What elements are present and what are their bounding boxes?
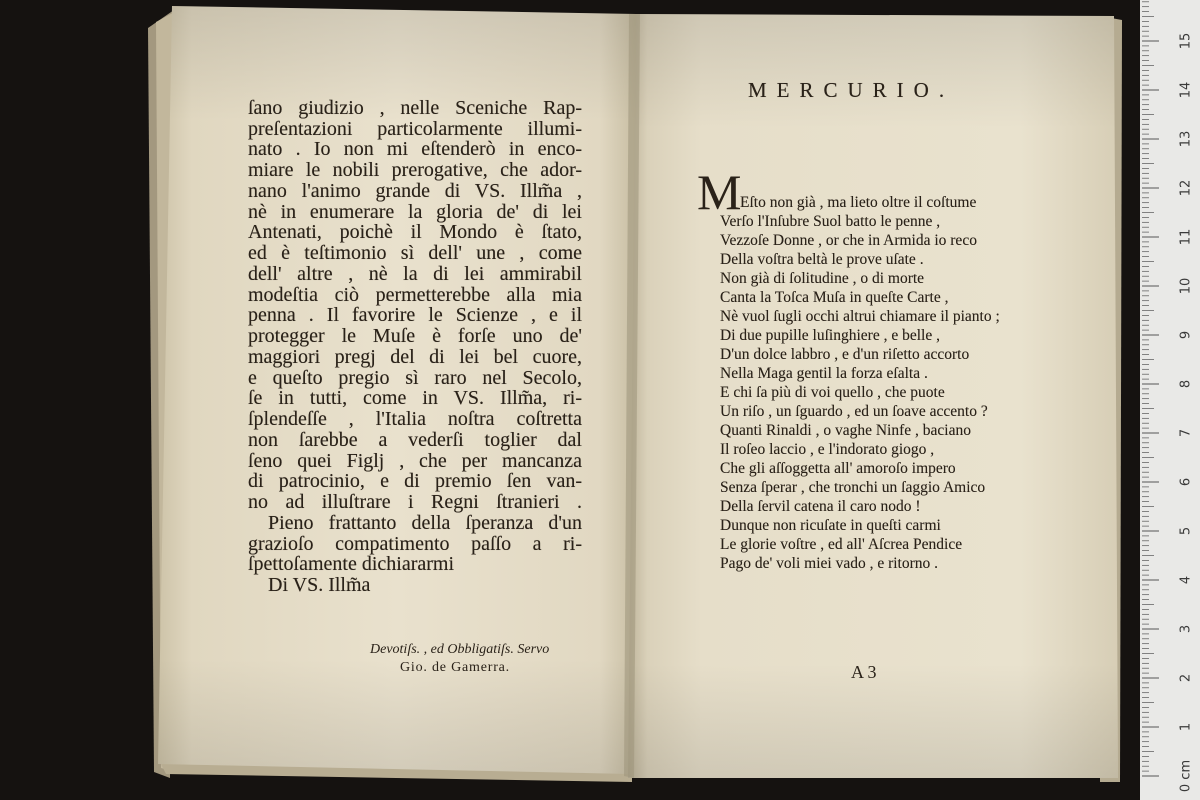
left-text-line: ſano giudizio , nelle Sceniche Rap- bbox=[248, 97, 582, 119]
left-text-line: ed è teſtimonio sì dell' une , come bbox=[248, 242, 582, 265]
ruler-label: 6 bbox=[1178, 477, 1194, 487]
page-title: MERCURIO. bbox=[748, 78, 955, 102]
poem-verse-line: Che gli aſſoggetta all' amoroſo impero bbox=[720, 460, 956, 477]
left-text-line: preſentazioni particolarmente illumi- bbox=[248, 117, 582, 140]
signature-author: Gio. de Gamerra. bbox=[400, 660, 510, 675]
poem-verse-line: Della voſtra beltà le prove uſate . bbox=[720, 251, 924, 268]
left-text-line: nano l'animo grande di VS. Illm̃a , bbox=[248, 179, 582, 202]
left-text-line: grazioſo compatimento paſſo a ri- bbox=[248, 532, 582, 555]
left-text-line: ſeno quei Figlj , che per mancanza bbox=[248, 449, 582, 472]
left-text-line: nè in enumerare la gloria de' di lei bbox=[248, 200, 582, 223]
poem-verse-line: Il roſeo laccio , e l'indorato giogo , bbox=[720, 441, 935, 458]
poem-verse-line: D'un dolce labbro , e d'un riſetto accorto bbox=[720, 346, 970, 363]
ruler-label: 14 bbox=[1178, 81, 1194, 99]
poem-verse-line: Le glorie voſtre , ed all' Aſcrea Pendice bbox=[720, 536, 963, 553]
measuring-ruler bbox=[1140, 0, 1200, 800]
left-text-line: no ad illuſtrare i Regni ſtranieri . bbox=[248, 491, 582, 514]
signature-line-1: Devotiſs. , ed Obbligatiſs. Servo bbox=[370, 642, 550, 657]
poem-verse-line: Nella Maga gentil la forza eſalta . bbox=[720, 365, 928, 382]
left-text-line: penna . Il favorire le Scienze , e il bbox=[248, 304, 582, 327]
poem-verse-line: Quanti Rinaldi , o vaghe Ninfe , baciano bbox=[720, 422, 971, 439]
left-text-line: e queſto pregio sì raro nel Secolo, bbox=[248, 366, 582, 389]
ruler-label: 10 bbox=[1178, 277, 1194, 295]
poem-verse-line: Pago de' voli miei vado , e ritorno . bbox=[720, 555, 939, 572]
poem-verse-line: Verſo l'Inſubre Suol batto le penne , bbox=[720, 213, 941, 230]
drop-cap-initial: M bbox=[697, 164, 742, 220]
ruler-label: 9 bbox=[1178, 330, 1194, 340]
poem-verse-line: Nè vuol ſugli occhi altrui chiamare il pianto ; bbox=[720, 308, 1000, 325]
left-text-line: Pieno frattanto della ſperanza d'un bbox=[268, 511, 582, 534]
poem-verse-line: Della ſervil catena il caro nodo ! bbox=[720, 498, 921, 515]
poem-verses bbox=[720, 193, 1050, 583]
ruler-label: 15 bbox=[1178, 32, 1194, 50]
ruler-label: 11 bbox=[1178, 228, 1194, 246]
ruler-label: 13 bbox=[1178, 130, 1194, 148]
left-text-line: nato . Io non mi eſtenderò in enco- bbox=[248, 138, 582, 161]
left-text-line: ſpettoſamente dichiararmi bbox=[248, 553, 455, 576]
signature-mark: A 3 bbox=[851, 662, 877, 682]
ruler-label: 1 bbox=[1178, 722, 1194, 732]
left-text-line: dell' altre , nè la di lei ammirabil bbox=[248, 262, 582, 285]
ruler-label: 2 bbox=[1178, 673, 1194, 683]
left-text-line: modeſtia ciò permetterebbe alla mia bbox=[248, 283, 582, 306]
ruler-label: 0 cm bbox=[1178, 759, 1194, 793]
left-text-line: ſe in tutti, come in VS. Illm̃a, ri- bbox=[248, 387, 582, 410]
poem-verse-line: Senza ſperar , che tronchi un ſaggio Amico bbox=[720, 479, 986, 496]
ruler-label: 12 bbox=[1178, 179, 1194, 197]
poem-verse-line: Un riſo , un ſguardo , ed un ſoave accento ? bbox=[720, 403, 988, 420]
ruler-label: 3 bbox=[1178, 624, 1194, 634]
left-text-line: di patrocinio, e di premio ſen van- bbox=[248, 470, 582, 493]
ruler-label: 7 bbox=[1178, 428, 1194, 438]
left-text-line: ſplendeſſe , l'Italia noſtra coſtretta bbox=[248, 408, 582, 431]
ruler-label: 4 bbox=[1178, 575, 1194, 585]
left-text-line: Antenati, poichè il Mondo è ſtato, bbox=[248, 221, 582, 244]
left-text-line: Di VS. Illm̃a bbox=[268, 574, 371, 597]
poem-verse-line: E chi ſa più di voi quello , che puote bbox=[720, 384, 945, 401]
ruler-label: 8 bbox=[1178, 379, 1194, 389]
poem-verse-line: Non già di ſolitudine , o di morte bbox=[720, 270, 925, 287]
poem-verse-line: Di due pupille luſinghiere , e belle , bbox=[720, 327, 940, 344]
poem-verse-line: Canta la Toſca Muſa in queſte Carte , bbox=[720, 289, 949, 306]
poem-verse-line: Vezzoſe Donne , or che in Armida io reco bbox=[720, 232, 977, 249]
left-text-line: protegger le Muſe è forſe uno de' bbox=[248, 325, 582, 348]
poem-verse-line: Dunque non ricuſate in queſti carmi bbox=[720, 517, 941, 534]
left-text-line: miare le nobili prerogative, che ador- bbox=[248, 159, 582, 182]
ruler-label: 5 bbox=[1178, 526, 1194, 536]
poem-verse-line: Eſto non già , ma lieto oltre il coſtume bbox=[740, 194, 977, 211]
left-page-text bbox=[248, 98, 582, 598]
left-text-line: non ſarebbe a vederſi toglier dal bbox=[248, 428, 582, 451]
left-text-line: maggiori pregj del di lei bel cuore, bbox=[248, 345, 582, 368]
